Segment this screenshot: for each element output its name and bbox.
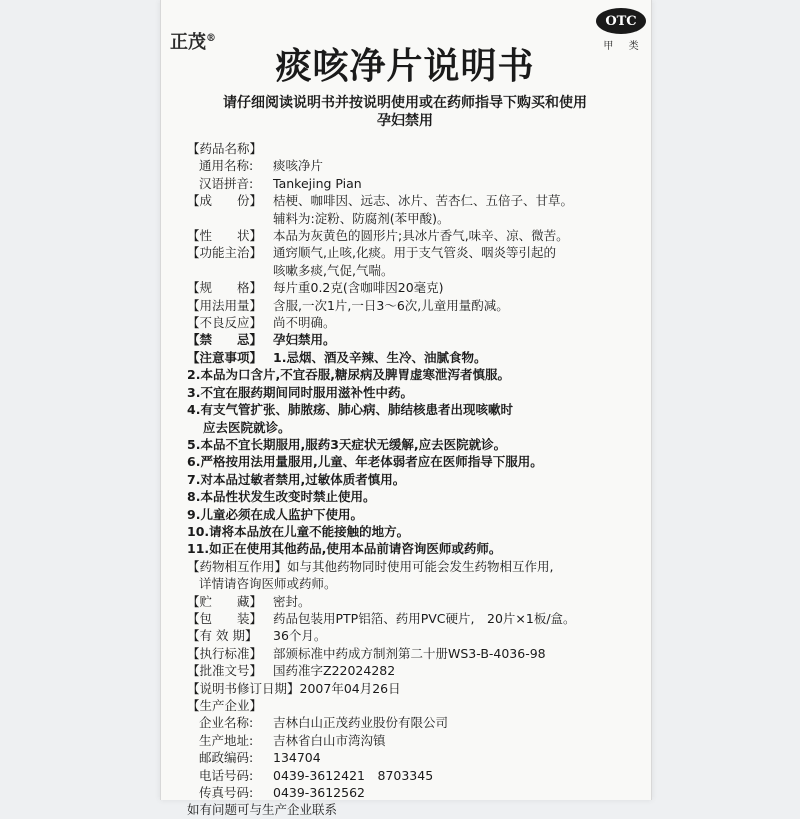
notes-row	[187, 349, 647, 366]
registered-mark: ®	[206, 33, 216, 44]
section-label: 【有 效 期】	[187, 628, 258, 644]
section-label: 【用法用量】	[187, 297, 263, 313]
field-label: 传真号码:	[199, 785, 254, 801]
section-label: 【药品名称】	[187, 141, 263, 156]
section-value: 尚不明确。	[273, 315, 336, 331]
package-row	[187, 610, 647, 627]
generic-name-row	[187, 157, 647, 174]
section-label: 【说明书修订日期】	[187, 680, 300, 696]
section-value: 孕妇禁用。	[273, 332, 336, 348]
section-label: 【生产企业】	[187, 698, 263, 713]
insert-body	[187, 140, 647, 819]
field-label: 生产地址:	[199, 732, 254, 748]
field-label: 汉语拼音:	[199, 175, 254, 191]
note-item: 8.本品性状发生改变时禁止使用。	[187, 489, 376, 505]
field-value: 吉林省白山市湾沟镇	[273, 732, 386, 748]
note-item: 2.本品为口含片,不宜吞服,糖尿病及脾胃虚寒泄泻者慎服。	[187, 367, 510, 383]
phone-row	[187, 767, 647, 784]
section-value: 含服,一次1片,一日3～6次,儿童用量酌减。	[273, 297, 509, 313]
otc-class: 甲 类	[603, 41, 645, 52]
note-item-cont: 应去医院就诊。	[203, 419, 291, 435]
section-value: 部颁标准中药成方制剂第二十册WS3-B-4036-98	[273, 645, 546, 661]
indications-row-cont: 咳嗽多痰,气促,气喘。	[273, 262, 394, 278]
section-label: 【包 装】	[187, 610, 263, 626]
section-label: 【规 格】	[187, 280, 263, 296]
drug-name-heading	[187, 140, 647, 157]
document-title: 痰咳净片说明书	[275, 46, 535, 87]
validity-row	[187, 627, 647, 644]
section-label: 【注意事项】	[187, 349, 263, 365]
note-item: 1.忌烟、酒及辛辣、生冷、油腻食物。	[273, 349, 487, 365]
ingredients-row-cont: 辅料为:淀粉、防腐剂(苯甲酸)。	[273, 210, 450, 226]
section-value: 密封。	[273, 593, 311, 609]
section-label: 【贮 藏】	[187, 593, 263, 609]
section-label: 【成 份】	[187, 193, 263, 209]
standard-row	[187, 645, 647, 662]
field-value: 0439-3612562	[273, 785, 365, 801]
section-label: 【执行标准】	[187, 645, 263, 661]
usage-row	[187, 297, 647, 314]
properties-row	[187, 227, 647, 244]
section-value: 药品包装用PTP铝箔、药用PVC硬片, 20片×1板/盒。	[273, 610, 576, 626]
field-value: 吉林白山正茂药业股份有限公司	[273, 715, 449, 731]
note-item: 3.不宜在服药期间同时服用滋补性中药。	[187, 384, 413, 400]
contraindication-row	[187, 331, 647, 348]
usage-warning: 请仔细阅读说明书并按说明使用或在药师指导下购买和使用	[223, 95, 587, 111]
note-item: 7.对本品过敏者禁用,过敏体质者慎用。	[187, 471, 406, 487]
indications-row	[187, 244, 647, 261]
field-value: Tankejing Pian	[273, 175, 362, 191]
maker-heading	[187, 697, 647, 714]
section-label: 【禁 忌】	[187, 332, 263, 348]
note-item: 10.请将本品放在儿童不能接触的地方。	[187, 523, 410, 539]
field-label: 企业名称:	[199, 715, 254, 731]
section-value: 36个月。	[273, 628, 327, 644]
adverse-row	[187, 314, 647, 331]
section-value: 本品为灰黄色的圆形片;具冰片香气,味辛、凉、微苦。	[273, 228, 569, 244]
section-label: 【功能主治】	[187, 245, 263, 261]
section-value: 如与其他药物同时使用可能会发生药物相互作用,	[287, 558, 554, 574]
section-value: 桔梗、咖啡因、远志、冰片、苦杏仁、五倍子、甘草。	[273, 193, 574, 209]
approval-row	[187, 662, 647, 679]
section-value: 每片重0.2克(含咖啡因20毫克)	[273, 280, 444, 296]
section-value: 国药准字Z22024282	[273, 663, 396, 679]
maker-name-row	[187, 714, 647, 731]
pinyin-row	[187, 175, 647, 192]
field-label: 邮政编码:	[199, 750, 254, 766]
section-label: 【批准文号】	[187, 663, 263, 679]
field-value: 134704	[273, 750, 321, 766]
section-label: 【药物相互作用】	[187, 558, 288, 574]
maker-address-row	[187, 732, 647, 749]
note-item: 6.严格按用法用量服用,儿童、年老体弱者应在医师指导下服用。	[187, 454, 543, 470]
section-label: 【不良反应】	[187, 315, 263, 331]
field-label: 电话号码:	[199, 767, 254, 783]
field-value: 0439-3612421 8703345	[273, 767, 434, 783]
fax-row	[187, 784, 647, 801]
zip-row	[187, 749, 647, 766]
note-item: 4.有支气管扩张、肺脓疡、肺心病、肺结核患者出现咳嗽时	[187, 402, 513, 418]
section-value: 2007年04月26日	[299, 680, 401, 696]
section-label: 【性 状】	[187, 228, 263, 244]
field-label: 通用名称:	[199, 158, 254, 174]
note-item: 11.如正在使用其他药品,使用本品前请咨询医师或药师。	[187, 541, 502, 557]
section-value: 通窍顺气,止咳,化痰。用于支气管炎、咽炎等引起的	[273, 245, 556, 261]
spec-row	[187, 279, 647, 296]
field-value: 痰咳净片	[273, 158, 324, 174]
otc-oval: OTC	[596, 8, 646, 34]
interaction-row	[187, 558, 647, 575]
note-item: 9.儿童必须在成人监护下使用。	[187, 506, 363, 522]
note-item: 5.本品不宜长期服用,服药3天症状无缓解,应去医院就诊。	[187, 436, 507, 452]
brand-name: 正茂	[170, 32, 206, 53]
storage-row	[187, 593, 647, 610]
pregnancy-warning: 孕妇禁用	[377, 113, 433, 129]
ingredients-row	[187, 192, 647, 209]
interaction-row-cont: 详情请咨询医师或药师。	[199, 576, 337, 592]
contact-footer: 如有问题可与生产企业联系	[187, 802, 338, 818]
revision-row	[187, 680, 647, 697]
